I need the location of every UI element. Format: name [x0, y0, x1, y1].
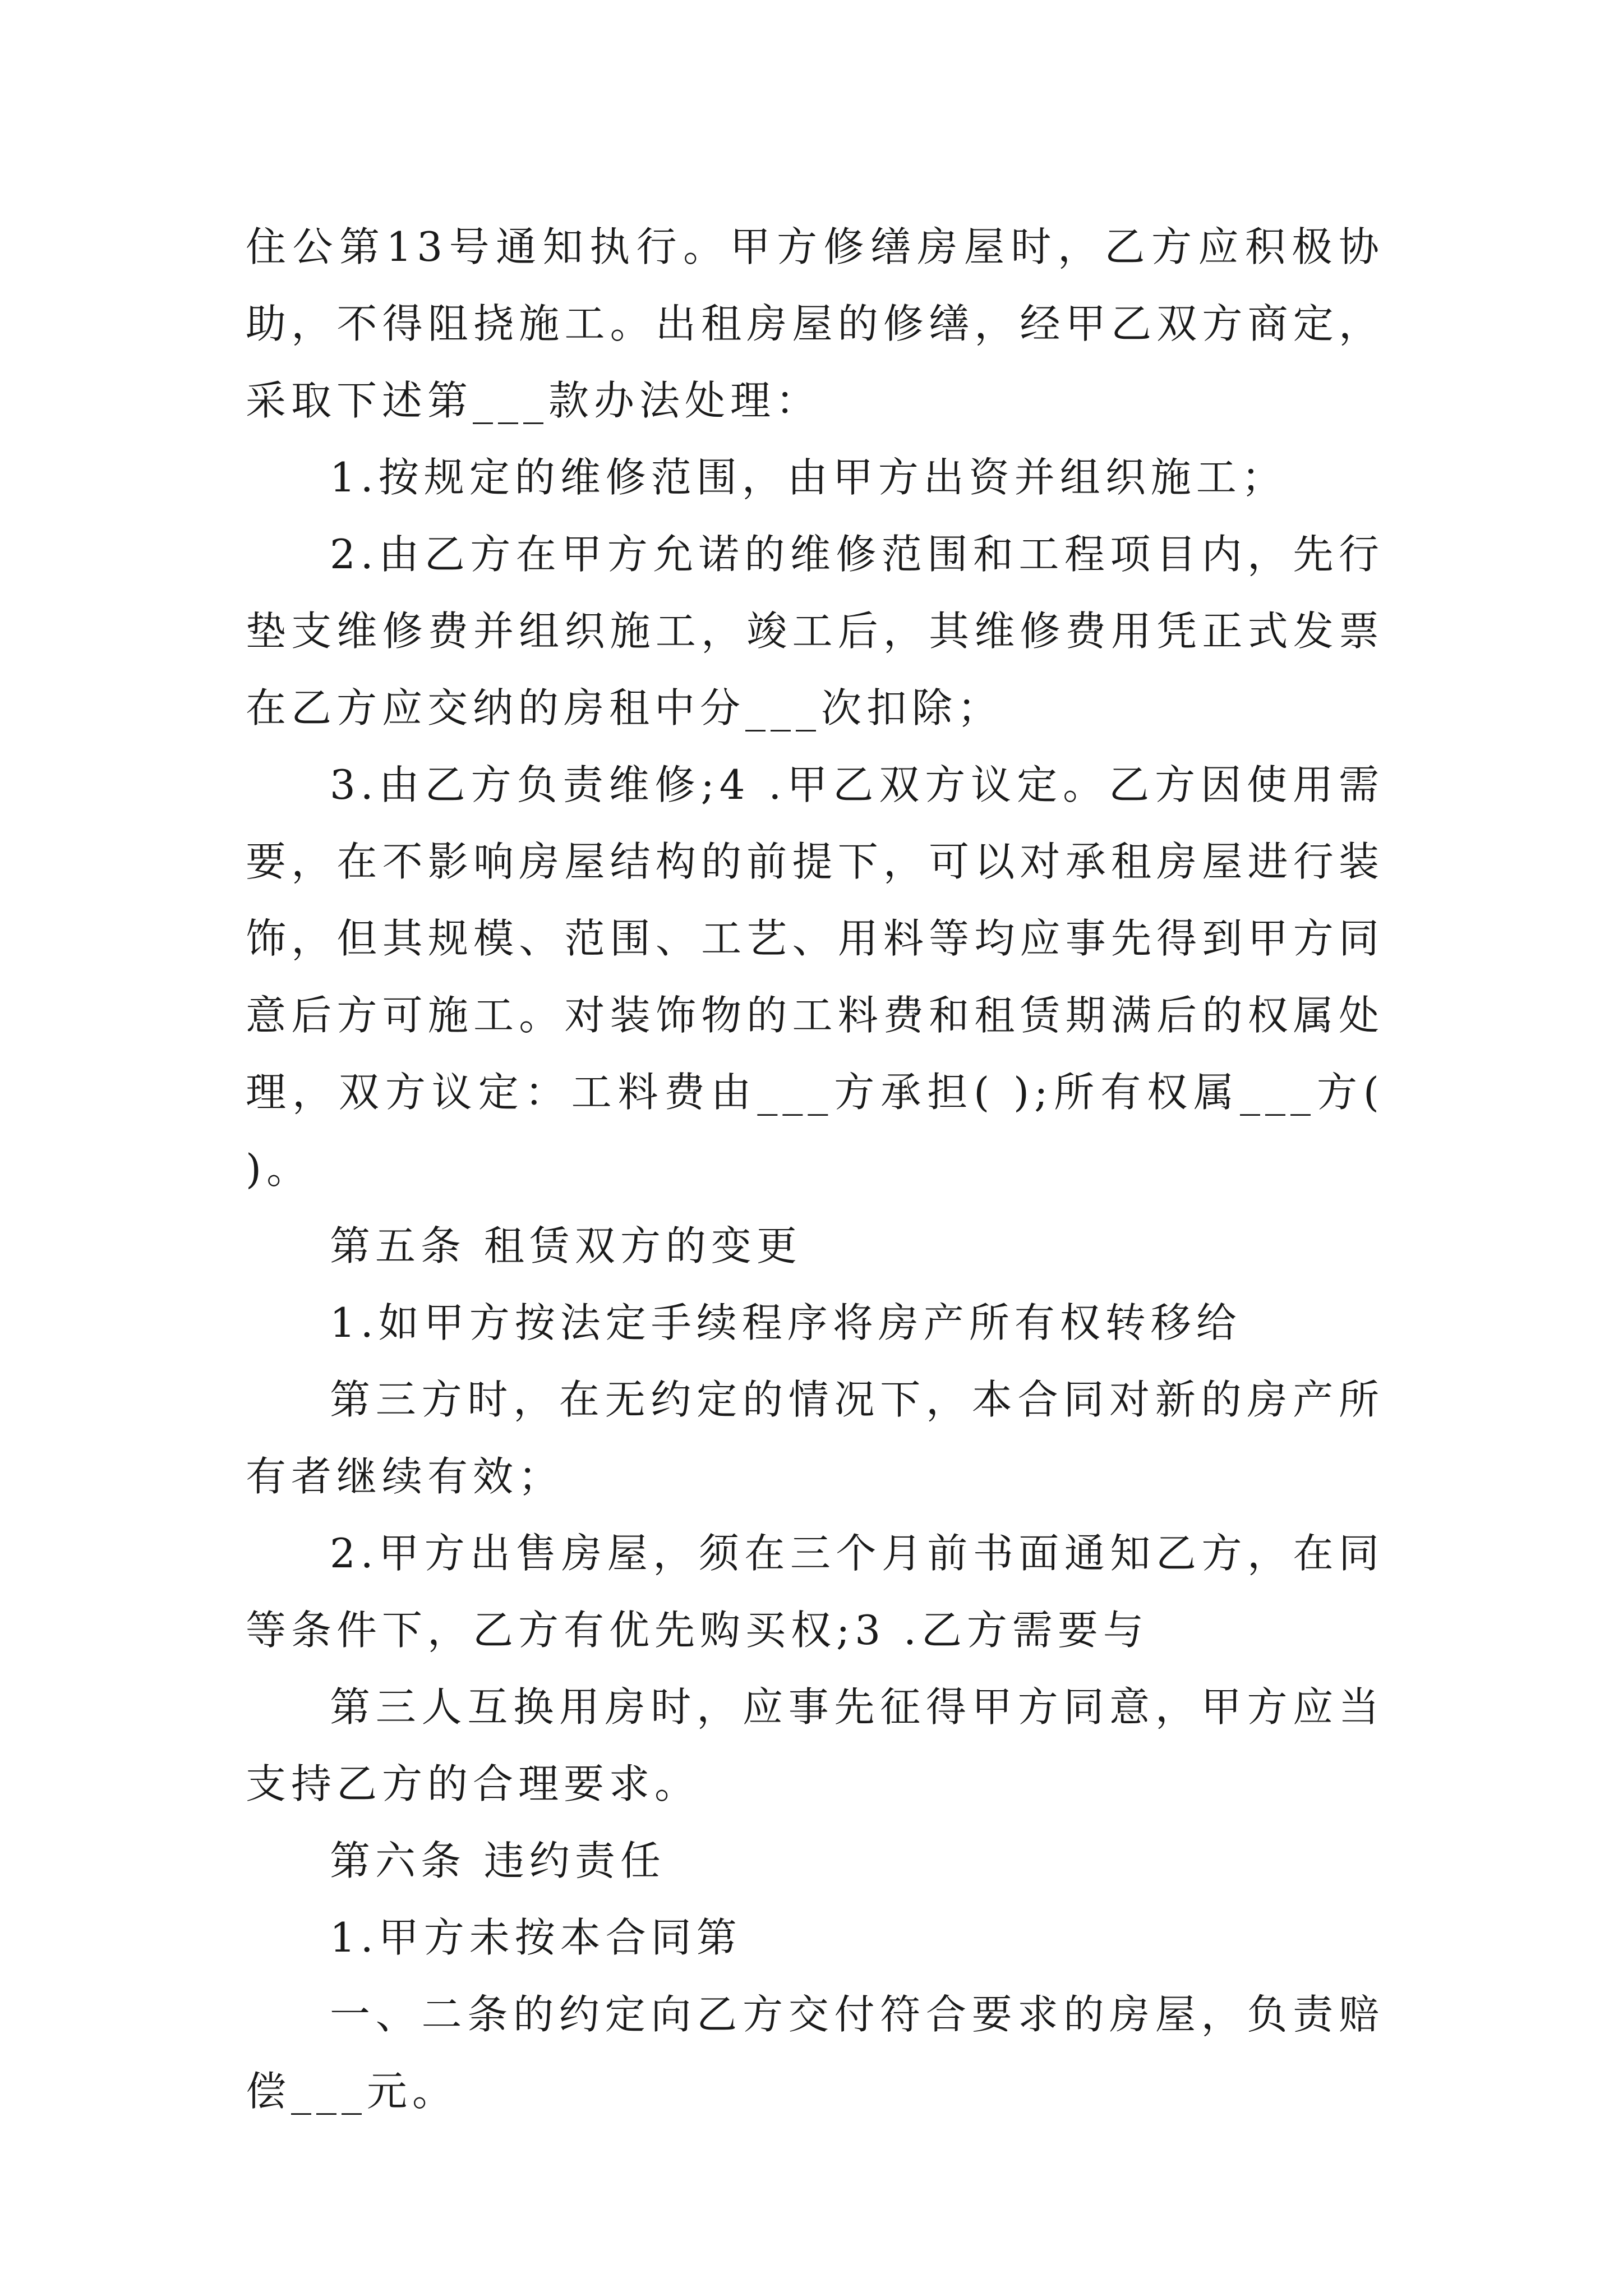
- paragraph-article-5-item-1: 1.如甲方按法定手续程序将房产所有权转移给: [330, 1299, 1242, 1346]
- paragraph-article-5-item-1-cont: 第三方时，在无约定的情况下，本合同对新的房产所有者继续有效；: [246, 1376, 1384, 1500]
- document-body: [246, 209, 1384, 2130]
- paragraph-repair-option-1: 1.按规定的维修范围，由甲方出资并组织施工；: [330, 454, 1287, 501]
- paragraph-article-5-item-2-3: 2.甲方出售房屋，须在三个月前书面通知乙方，在同等条件下，乙方有优先购买权;3 .乙方需要与: [246, 1530, 1384, 1654]
- paragraph-repair-option-2: 2.由乙方在甲方允诺的维修范围和工程项目内，先行垫支维修费并组织施工，竣工后，其维修费用凭正式发票在乙方应交纳的房租中分___次扣除；: [246, 531, 1384, 731]
- paragraph-article-6-item-1: 1.甲方未按本合同第: [330, 1914, 742, 1961]
- article-5-heading: 第五条 租赁双方的变更: [330, 1222, 802, 1269]
- paragraph-repair-option-3-4: 3.由乙方负责维修;4 .甲乙双方议定。乙方因使用需要，在不影响房屋结构的前提下，可以对承租房屋进行装饰，但其规模、范围、工艺、用料等均应事先得到甲方同意后方可施工。对装饰物的工料费和租赁期满后的权属处理，双方议定：工料费由___方承担( );所有权属___方( )。: [246, 761, 1384, 1193]
- article-6-heading: 第六条 违约责任: [330, 1837, 666, 1884]
- paragraph-repair-clause: 住公第13号通知执行。甲方修缮房屋时，乙方应积极协助，不得阻挠施工。出租房屋的修缮，经甲乙双方商定，采取下述第___款办法处理：: [246, 223, 1384, 424]
- paragraph-article-5-item-3-cont: 第三人互换用房时，应事先征得甲方同意，甲方应当支持乙方的合理要求。: [246, 1683, 1384, 1807]
- paragraph-article-6-item-1-cont: 一、二条的约定向乙方交付符合要求的房屋，负责赔偿___元。: [246, 1991, 1384, 2115]
